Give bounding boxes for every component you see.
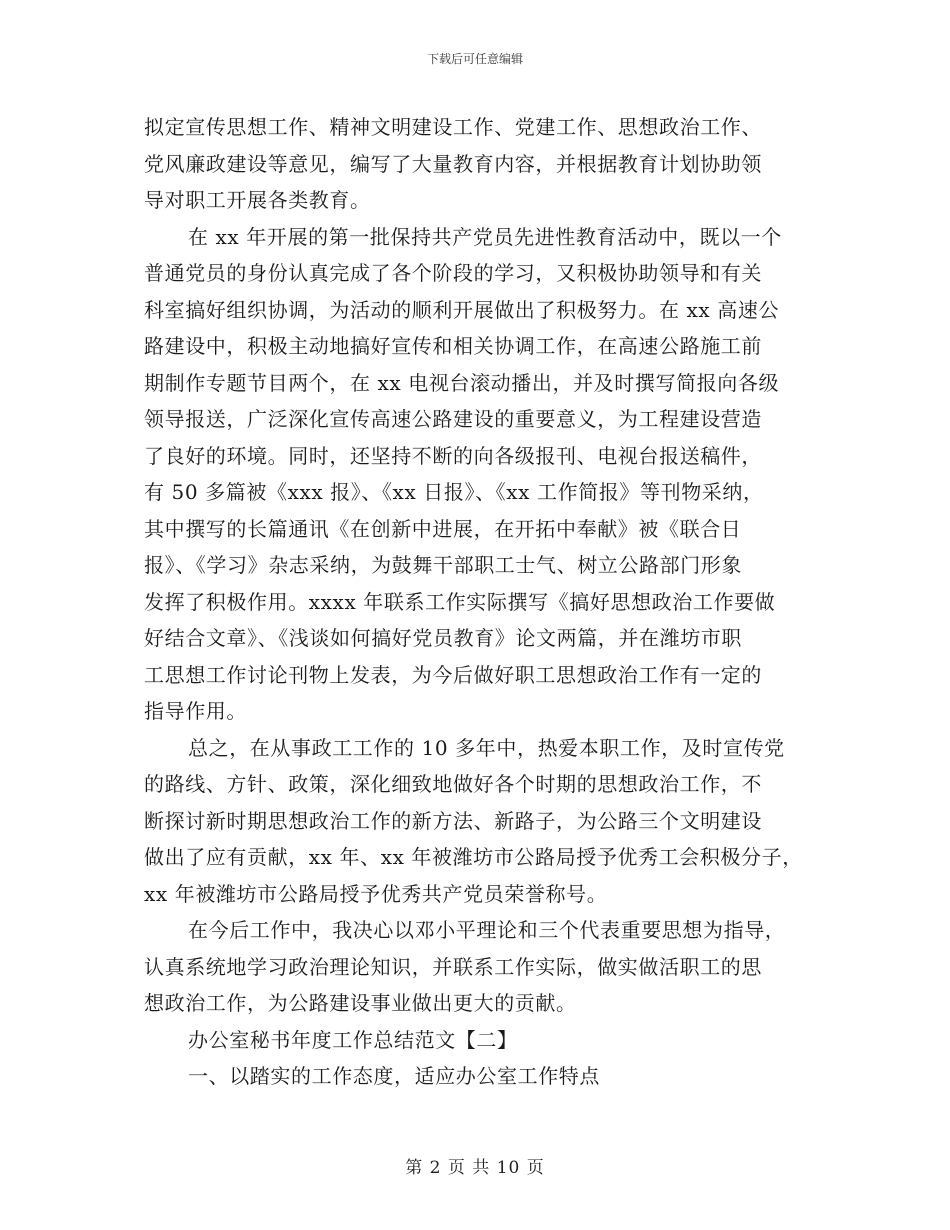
text-line: 想政治工作，为公路建设事业做出更大的贡献。 <box>144 991 577 1015</box>
text-line: 有 50 多篇被《xxx 报》、《xx 日报》、《xx 工作简报》等刊物采纳， <box>144 480 764 504</box>
text-line: 做出了应有贡献，xx 年、xx 年被潍坊市公路局授予优秀工会积极分子， <box>144 845 803 869</box>
text-line: 的路线、方针、政策，深化细致地做好各个时期的思想政治工作，不 <box>144 772 762 796</box>
text-line: 党风廉政建设等意见，编写了大量教育内容，并根据教育计划协助领 <box>144 151 762 176</box>
text-line: 其中撰写的长篇通讯《在创新中进展，在开拓中奉献》被《联合日 <box>144 516 742 541</box>
text-line: 拟定宣传思想工作、精神文明建设工作、党建工作、思想政治工作、 <box>144 115 762 139</box>
text-line: 科室搞好组织协调，为活动的顺利开展做出了积极努力。在 xx 高速公 <box>144 297 780 322</box>
text-line: 一、以踏实的工作态度，适应办公室工作特点 <box>188 1064 600 1088</box>
text-line: 在 xx 年开展的第一批保持共产党员先进性教育活动中，既以一个 <box>188 224 782 249</box>
text-line: 报》、《学习》杂志采纳，为鼓舞干部职工士气、树立公路部门形象 <box>144 553 742 577</box>
text-line: 领导报送，广泛深化宣传高速公路建设的重要意义，为工程建设营造 <box>144 407 762 431</box>
page-number-footer: 第 2 页 共 10 页 <box>405 1158 545 1178</box>
text-line: 总之，在从事政工工作的 10 多年中，热爱本职工作，及时宣传党 <box>188 735 785 760</box>
text-line: 在今后工作中，我决心以邓小平理论和三个代表重要思想为指导， <box>188 918 786 942</box>
text-line: 断探讨新时期思想政治工作的新方法、新路子，为公路三个文明建设 <box>144 808 762 833</box>
text-line: 好结合文章》、《浅谈如何搞好党员教育》论文两篇，并在潍坊市职 <box>144 626 742 650</box>
text-line: 办公室秘书年度工作总结范文【二】 <box>188 1027 518 1052</box>
text-line: 工思想工作讨论刊物上发表，为今后做好职工思想政治工作有一定的 <box>144 662 762 687</box>
text-line: 了良好的环境。同时，还坚持不断的向各级报刊、电视台报送稿件， <box>144 443 762 468</box>
text-line: xx 年被潍坊市公路局授予优秀共产党员荣誉称号。 <box>144 881 608 906</box>
document-body <box>144 109 814 1095</box>
text-line: 发挥了积极作用。xxxx 年联系工作实际撰写《搞好思想政治工作要做 <box>144 589 776 614</box>
text-line: 指导作用。 <box>144 699 247 723</box>
text-line: 导对职工开展各类教育。 <box>144 188 371 212</box>
text-line: 期制作专题节目两个，在 xx 电视台滚动播出，并及时撰写简报向各级 <box>144 370 780 395</box>
text-line: 认真系统地学习政治理论知识，并联系工作实际，做实做活职工的思 <box>144 954 762 979</box>
text-line: 普通党员的身份认真完成了各个阶段的学习，又积极协助领导和有关 <box>144 261 762 285</box>
text-line: 路建设中，积极主动地搞好宣传和相关协调工作，在高速公路施工前 <box>144 334 762 358</box>
page-header-note: 下载后可任意编辑 <box>426 52 523 66</box>
